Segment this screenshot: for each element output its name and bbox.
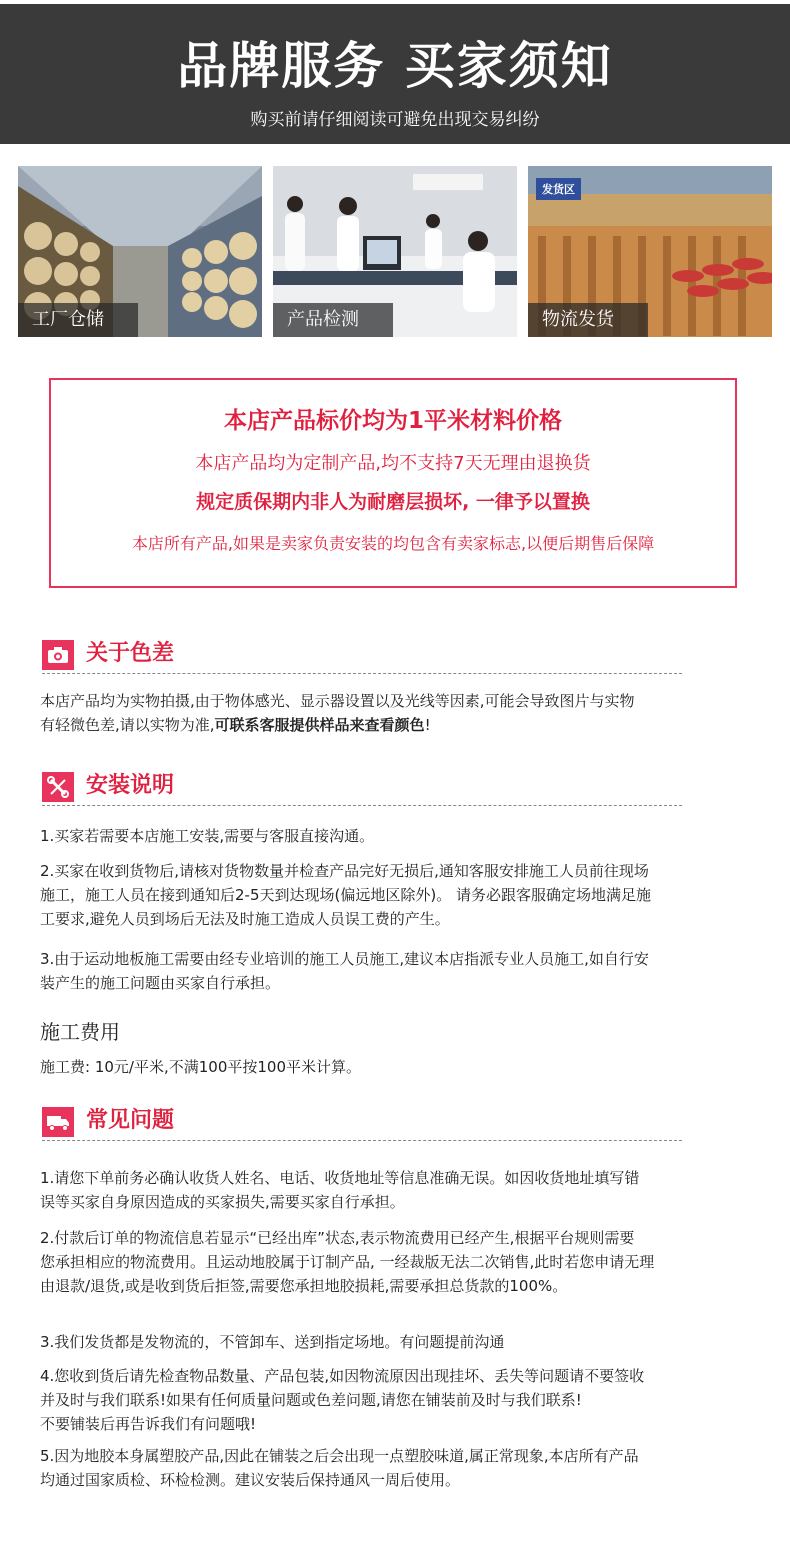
- section-title: 安装说明: [86, 773, 175, 798]
- faq-item-3: 3.我们发货都是发物流的，不管卸车、送到指定场地。有问题提前沟通: [40, 1333, 505, 1351]
- lab-photo: [273, 166, 517, 337]
- color-diff-text: 本店产品均为实物拍摄,由于物体感光、显示器设置以及光线等因素,可能会导致图片与实物 有轻微色差,请以实物为准,可联系客服提供样品来查看颜色!: [40, 692, 635, 734]
- logistics-photo: [528, 166, 772, 337]
- faq-item-2: 2.付款后订单的物流信息若显示“已经出库”状态,表示物流费用已经产生,根据平台规则需要 您承担相应的物流费用。且运动地胶属于订制产品, 一经裁版无法二次销售,此时若您申请无理 由退款/退货,或是收到货后拒签,需要您承担地胶损耗,需要承担总货款的100%。: [40, 1229, 655, 1295]
- faq-item-5: 5.因为地胶本身属塑胶产品,因此在铺装之后会出现一点塑胶味道,属正常现象,本店所有产品 均通过国家质检、环检检测。建议安装后保持通风一周后使用。: [40, 1447, 639, 1489]
- photo-gallery: [18, 166, 773, 338]
- fee-heading: 施工费用: [40, 1020, 120, 1044]
- shipping-zone-sign: 发货区: [536, 178, 581, 200]
- install-item-1: 1.买家若需要本店施工安装,需要与客服直接沟通。: [40, 827, 375, 845]
- notice-seller-mark: 本店所有产品,如果是卖家负责安装的均包含有卖家标志,以便后期售后保障: [131, 534, 655, 553]
- section-header-color-diff: [42, 638, 682, 672]
- section-title: 常见问题: [86, 1108, 175, 1133]
- section-header-faq: [42, 1105, 682, 1139]
- fee-text: 施工费: 10元/平米,不满100平按100平米计算。: [40, 1058, 361, 1076]
- warehouse-photo: [18, 166, 262, 337]
- faq-item-1: 1.请您下单前务必确认收货人姓名、电话、收货地址等信息准确无误。如因收货地址填写错 误等买家自身原因造成的买家损失,需要买家自行承担。: [40, 1169, 640, 1211]
- photo-label: 产品检测: [273, 303, 393, 337]
- faq-item-4: 4.您收到货后请先检查物品数量、产品包装,如因物流原因出现挂坏、丢失等问题请不要签收 并及时与我们联系!如果有任何质量问题或色差问题,请您在铺装前及时与我们联系! 不要铺装后再告诉我们有问题哦!: [40, 1367, 645, 1433]
- section-title: 关于色差: [86, 641, 175, 666]
- notice-price: 本店产品标价均为1平米材料价格: [223, 408, 562, 434]
- section-divider: [42, 673, 682, 674]
- notice-box: [49, 378, 737, 588]
- page-title: 品牌服务 买家须知: [177, 37, 613, 95]
- install-item-2: 2.买家在收到货物后,请核对货物数量并检查产品完好无损后,通知客服安排施工人员前往现场 施工，施工人员在接到通知后2-5天到达现场(偏远地区除外)。 请务必跟客服确定场地满足施 工要求,避免人员到场后无法及时施工造成人员误工费的产生。: [40, 862, 651, 928]
- photo-label: 工厂仓储: [18, 303, 138, 337]
- header-banner: [0, 4, 790, 144]
- page-subtitle: 购买前请仔细阅读可避免出现交易纠纷: [250, 110, 540, 130]
- notice-return-policy: 本店产品均为定制产品,均不支持7天无理由退换货: [195, 453, 591, 474]
- section-divider: [42, 1140, 682, 1141]
- section-divider: [42, 805, 682, 806]
- tools-icon: [42, 772, 74, 802]
- sample-request-emphasis: 可联系客服提供样品来查看颜色: [214, 716, 425, 734]
- camera-icon: [42, 640, 74, 670]
- notice-warranty: 规定质保期内非人为耐磨层损坏, 一律予以置换: [196, 491, 590, 513]
- truck-icon: [42, 1107, 74, 1137]
- install-item-3: 3.由于运动地板施工需要由经专业培训的施工人员施工,建议本店指派专业人员施工,如自行安 装产生的施工问题由买家自行承担。: [40, 950, 649, 992]
- photo-label: 物流发货: [528, 303, 648, 337]
- section-header-install: [42, 770, 682, 804]
